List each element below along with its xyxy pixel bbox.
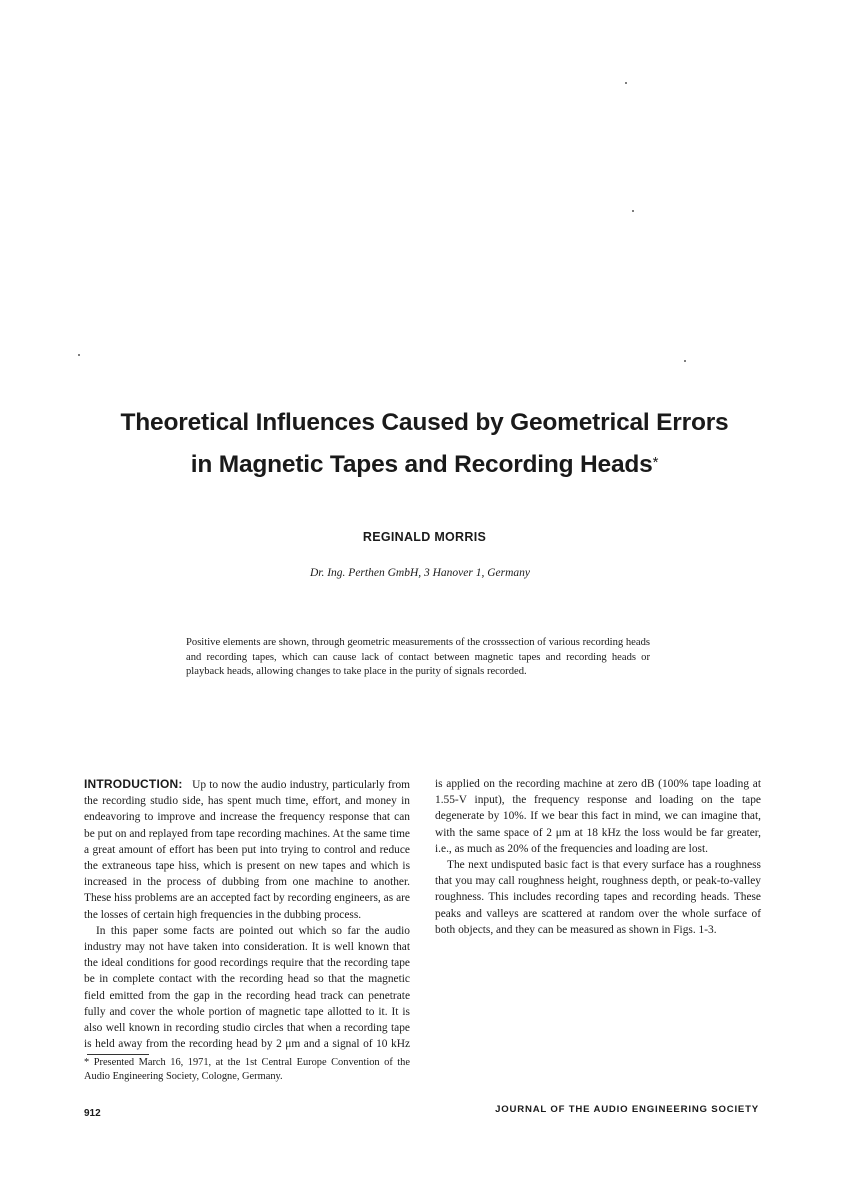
footnote-rule <box>87 1054 149 1055</box>
title-line-1: Theoretical Influences Caused by Geometrical Errors <box>120 409 729 436</box>
intro-heading: INTRODUCTION: <box>84 777 183 791</box>
title-line-2-text: in Magnetic Tapes and Recording Heads <box>190 451 653 478</box>
title-footnote-marker: * <box>652 454 659 471</box>
intro-text: Up to now the audio industry, particularly from the recording studio side, has spent much time, effort, and money in endeavoring to improve and increase the frequency response that can be put on and replayed from tape recording machines. At the same time a great amount of effort has been put into trying to control and reduce the extraneous tape hiss, which is present on new tapes and which is increased in the process of dubbing from one machine to another. These hiss problems are an accepted fact by recording engineers, as are the losses of certain high frequencies in the dubbing process. <box>84 779 410 921</box>
abstract: Positive elements are shown, through geometric measurements of the crosssection of various recording heads and recording tapes, which can cause lack of contact between magnetic tapes and recording heads or playback heads, allowing changes to take place in the purity of signals recorded. <box>186 637 650 677</box>
scan-speck <box>632 210 634 212</box>
body-paragraph-2-continued: is applied on the recording machine at zero dB (100% tape loading at 1.55-V input), the frequency response and loading on the tape degenerate by 10%. If we bear this fact in mind, we can imagine that, with the same space of 2 μm at 18 kHz the loss would be far greater, i.e., as much as 20% of the frequencies and loading are lost. <box>435 778 761 855</box>
body-column-right <box>435 776 761 938</box>
page-number: 912 <box>84 1108 101 1119</box>
body-column-left <box>84 776 410 1052</box>
footnote: * Presented March 16, 1971, at the 1st Central Europe Convention of the Audio Engineering Society, Cologne, Germany. <box>84 1057 410 1082</box>
title-line-2 <box>60 444 789 486</box>
intro-paragraph <box>84 776 410 923</box>
journal-name: JOURNAL OF THE AUDIO ENGINEERING SOCIETY <box>495 1104 759 1115</box>
scan-speck <box>625 82 627 84</box>
scan-speck <box>78 354 80 356</box>
scan-speck <box>684 360 686 362</box>
author-affiliation: Dr. Ing. Perthen GmbH, 3 Hanover 1, Germany <box>309 567 531 579</box>
body-paragraph-3: The next undisputed basic fact is that every surface has a roughness that you may call roughness height, roughness depth, or peak-to-valley roughness. This includes recording tapes and recording heads. These peaks and valleys are scattered at random over the whole surface of both objects, and they can be measured as shown in Figs. 1-3. <box>435 859 761 936</box>
author-name: REGINALD MORRIS <box>362 530 487 544</box>
paper-title <box>60 402 789 486</box>
body-paragraph-2: In this paper some facts are pointed out which so far the audio industry may not have taken into consideration. It is well known that the ideal conditions for good recordings require that the recording tape be in complete contact with the recording head so that the magnetic field emitted from the gap in the recording head track can penetrate fully and cover the whole portion of magnetic tape allotted to it. It is also well known in recording studio circles that when a recording tape is held away from the recording head by 2 μm and a signal of 10 kHz <box>84 924 410 1051</box>
